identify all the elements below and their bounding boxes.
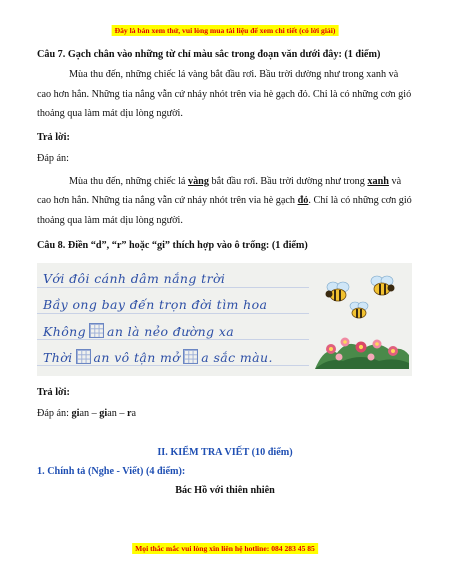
answer-fill: r xyxy=(127,408,132,419)
bee-icon xyxy=(326,282,350,301)
answer-label-7: Trả lời: xyxy=(37,131,70,143)
handwriting-text: Không xyxy=(43,324,86,339)
handwriting-text: an là nẻo đường xa xyxy=(106,324,235,339)
handwriting-text: Thời xyxy=(43,350,73,365)
answer-text: an – xyxy=(79,408,100,419)
underlined-word-vang: vàng xyxy=(187,175,209,187)
blank-cell xyxy=(89,323,104,338)
handwriting-exercise-image xyxy=(37,263,412,376)
handwriting-text: a sắc màu. xyxy=(201,350,273,365)
answer-label-8: Trả lời: xyxy=(37,387,70,398)
ruled-line xyxy=(37,365,309,366)
answer-text: và cao hơn hẳn. Những tia nắng vẫn cứ nhảy nhót trên via hè gạch xyxy=(37,175,402,206)
answer-fill: gi xyxy=(71,408,80,419)
ruled-line xyxy=(37,287,309,288)
answer-text: Mùa thu đến, những chiếc lá xyxy=(69,175,188,187)
bees-and-flowers-illustration xyxy=(315,271,409,369)
answer-prefix-7: Đáp án: xyxy=(37,152,69,164)
preview-banner: Đây là bản xem thử, vui lòng mua tài liệu để xem chi tiết (có lời giải) xyxy=(112,25,339,36)
answer-7-paragraph xyxy=(37,172,413,231)
answer-text: a xyxy=(131,408,137,419)
handwriting-line-1: Với đôi cánh dâm nắng trời xyxy=(43,271,226,286)
question-7-paragraph: Mùa thu đến, những chiếc lá vàng bắt đầu rơi. Bầu trời dường như trong xanh và cao hơn hẳn. Những tia nắng vẫn cứ nhảy nhót trên via hè gạch đỏ. Chỉ là có những cơn gió thoảng qua làm mát dịu lòng người. xyxy=(37,69,412,119)
blank-cell xyxy=(76,349,91,364)
handwriting-line-2: Bầy ong bay đến trọn đời tìm hoa xyxy=(43,297,268,312)
answer-text: bắt đầu rơi. Bầu trời dường như trong xyxy=(208,175,368,187)
document-body xyxy=(37,47,413,496)
ruled-line xyxy=(37,313,309,314)
question-8-title: Câu 8. Điền “d”, “r” hoặc “gi” thích hợp vào ô trống: (1 điểm) xyxy=(37,240,308,251)
section-heading: II. KIỂM TRA VIẾT (10 điểm) xyxy=(157,447,293,458)
blank-cell xyxy=(183,349,198,364)
ruled-line xyxy=(37,339,309,340)
handwriting-line-3 xyxy=(43,323,234,339)
handwriting-line-4 xyxy=(43,349,273,365)
answer-text: an – xyxy=(107,408,128,419)
hotline-banner: Mọi thắc mắc vui lòng xin liên hệ hotline: 084 283 45 85 xyxy=(132,543,318,554)
answer-text: . Chỉ là có những cơn gió thoảng qua làm mát dịu lòng người. xyxy=(37,195,412,226)
subsection-heading: 1. Chính tả (Nghe - Viết) (4 điểm): xyxy=(37,466,186,477)
underlined-word-do: đỏ xyxy=(297,195,309,206)
bee-icon xyxy=(350,302,368,318)
story-title: Bác Hồ với thiên nhiên xyxy=(175,485,275,496)
answer-prefix-8: Đáp án: xyxy=(37,408,72,419)
answer-fill: gi xyxy=(99,408,108,419)
question-7-title: Câu 7. Gạch chân vào những từ chỉ màu sắc trong đoạn văn dưới đây: (1 điểm) xyxy=(37,49,381,60)
answer-8 xyxy=(37,406,413,421)
bee-icon xyxy=(371,276,395,295)
handwriting-text: an vô tận mở xyxy=(93,350,181,365)
underlined-word-xanh: xanh xyxy=(367,175,389,187)
